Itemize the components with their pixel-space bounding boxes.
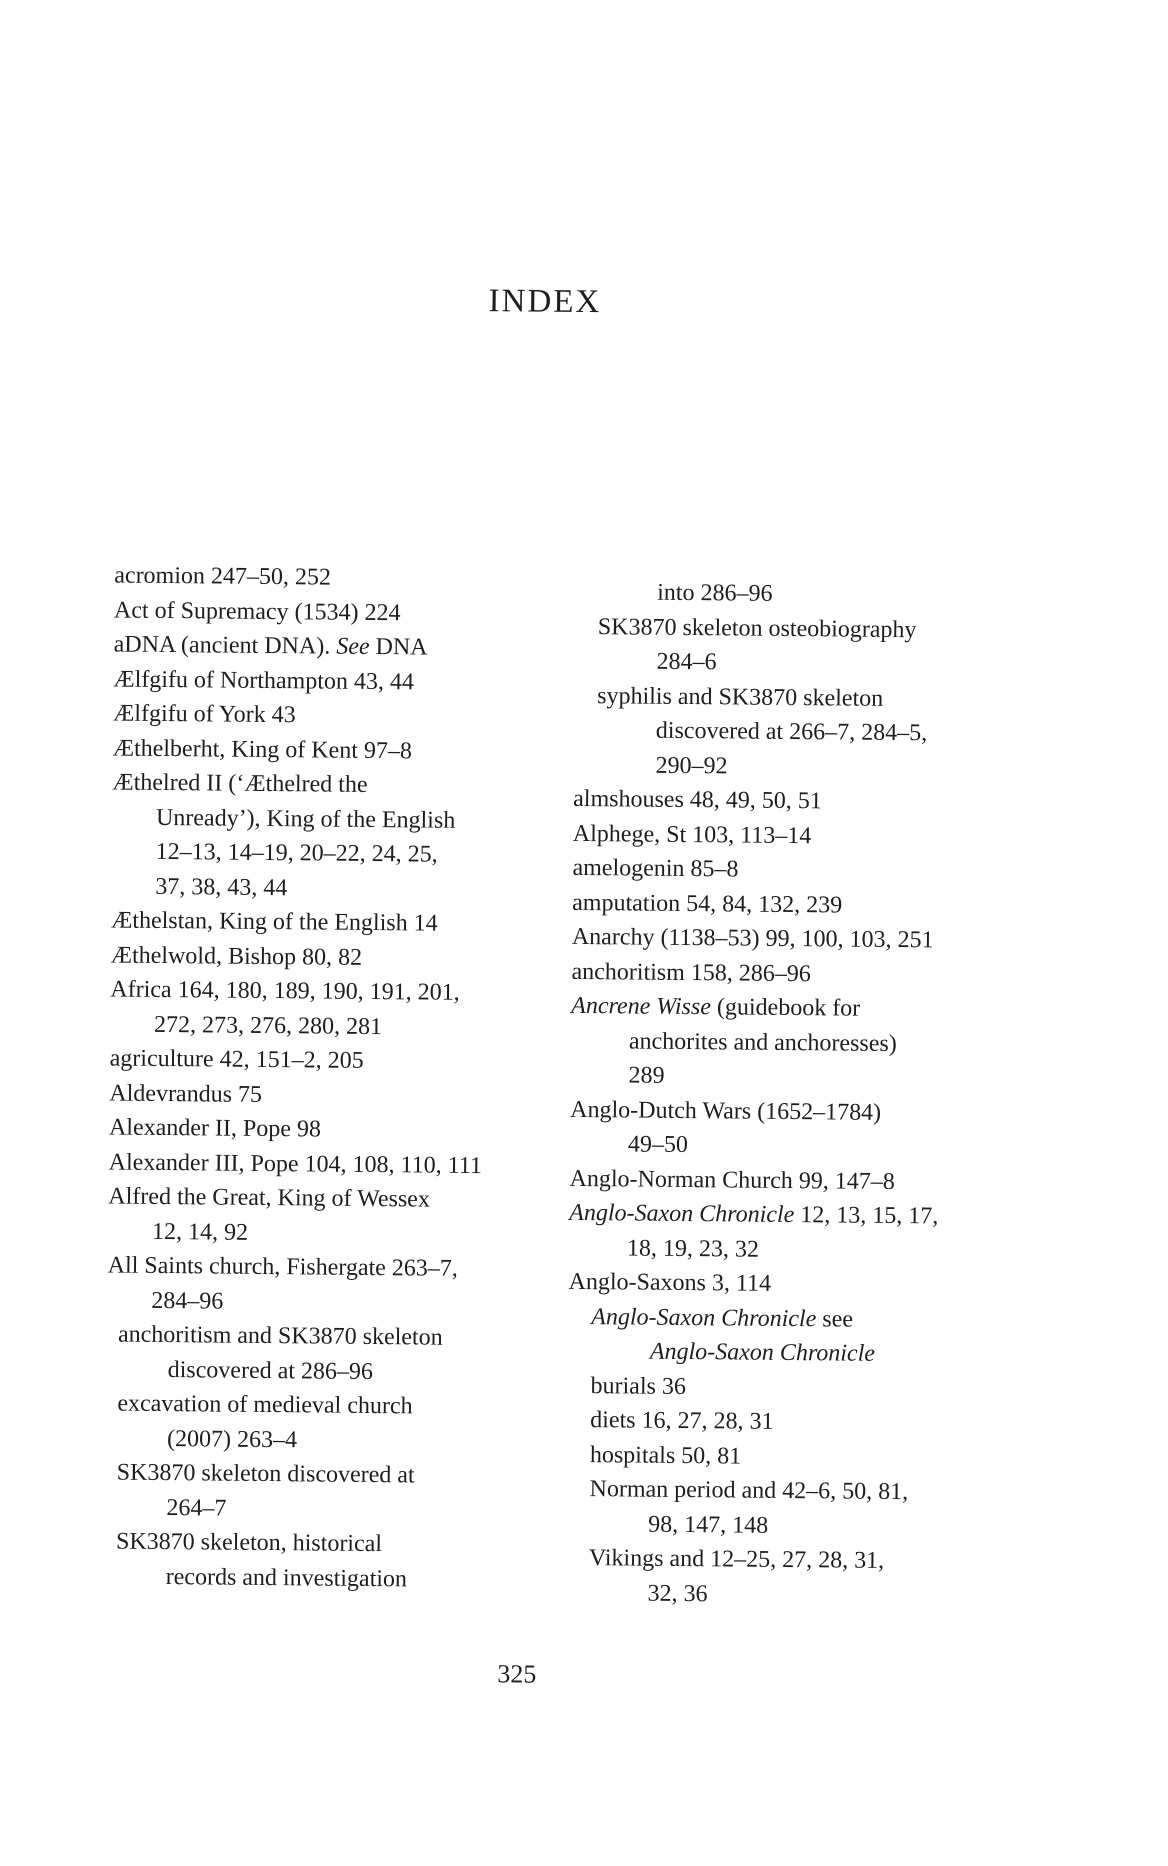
index-entry	[590, 1369, 686, 1404]
index-entry	[569, 1196, 938, 1234]
entry-text: Æthelberht, King of Kent 97–8	[112, 734, 413, 764]
index-entry	[109, 1110, 321, 1146]
index-entry	[589, 1472, 908, 1509]
entry-text: Ælfgifu of Northampton 43, 44	[113, 666, 415, 695]
entry-text: records and investigation	[165, 1563, 408, 1592]
index-entry	[590, 1403, 774, 1439]
entry-text: 284–6	[656, 648, 717, 676]
index-entry-continuation	[628, 1058, 664, 1092]
entry-text: Alexander III, Pope 104, 108, 110, 111	[108, 1148, 483, 1179]
index-entry	[110, 1041, 364, 1077]
index-entry	[569, 1161, 895, 1198]
index-entry	[109, 1076, 262, 1111]
entry-text: 49–50	[627, 1131, 689, 1159]
entry-text: excavation of medieval church	[117, 1390, 413, 1420]
index-entry	[591, 1300, 853, 1337]
entry-text: aDNA (ancient DNA).	[113, 631, 337, 660]
entry-text: 12–13, 14–19, 20–22, 24, 25,	[155, 838, 438, 868]
italic-title-text: Anglo-Saxon Chronicle	[591, 1303, 817, 1332]
index-entry	[113, 696, 296, 732]
entry-text: 272, 273, 276, 280, 281	[153, 1011, 383, 1040]
index-entry	[114, 593, 401, 630]
index-entry-continuation	[167, 1422, 297, 1457]
entry-text: Vikings and 12–25, 27, 28, 31,	[588, 1545, 885, 1574]
entry-text: Anglo-Norman Church 99, 147–8	[569, 1165, 895, 1195]
entry-text: discovered at 266–7, 284–5,	[655, 717, 928, 747]
entry-text: SK3870 skeleton osteobiography	[597, 613, 917, 643]
entry-text: (guidebook for	[710, 994, 861, 1022]
index-entry-continuation	[166, 1491, 226, 1526]
index-entry-continuation	[627, 1231, 759, 1266]
index-entry	[109, 1145, 483, 1183]
page-number: 325	[497, 1659, 537, 1689]
entry-text: almshouses 48, 49, 50, 51	[573, 785, 822, 815]
index-entry	[568, 1265, 771, 1301]
index-entry-continuation	[155, 869, 287, 904]
entry-text: Alphege, St 103, 113–14	[572, 820, 812, 849]
entry-text: amelogenin 85–8	[572, 854, 739, 883]
index-entry	[598, 610, 917, 647]
entry-text: into 286–96	[657, 579, 773, 607]
index-entry-continuation	[151, 1283, 223, 1318]
index-entry	[110, 972, 460, 1009]
entry-text: anchoritism 158, 286–96	[571, 958, 811, 987]
entry-text: Alexander II, Pope 98	[108, 1114, 322, 1143]
index-entry-continuation	[156, 800, 456, 837]
index-entry-continuation	[647, 1576, 707, 1611]
entry-text: see	[816, 1305, 854, 1333]
entry-text: 284–96	[151, 1287, 224, 1315]
italic-title-text: Anglo-Saxon Chronicle	[649, 1338, 876, 1367]
entry-text: Ælfgifu of York 43	[112, 700, 296, 729]
index-entry-continuation	[154, 1007, 382, 1043]
index-entry	[113, 731, 413, 768]
entry-text: diets 16, 27, 28, 31	[590, 1407, 774, 1435]
entry-text: acromion 247–50, 252	[114, 562, 332, 591]
entry-text: 37, 38, 43, 44	[155, 873, 288, 901]
index-entry-continuation	[629, 1024, 897, 1061]
index-entry	[114, 559, 331, 595]
entry-text: Norman period and 42–6, 50, 81,	[589, 1476, 909, 1506]
entry-text: discovered at 286–96	[167, 1356, 374, 1385]
index-entry	[573, 816, 812, 852]
index-entry	[111, 903, 438, 940]
entry-text: 290–92	[655, 752, 728, 779]
index-entry-continuation	[650, 1335, 875, 1371]
italic-title-text: See	[336, 633, 370, 660]
index-entry-continuation	[166, 1560, 408, 1596]
index-entry	[117, 1387, 413, 1424]
index-entry	[108, 1248, 458, 1285]
index-entry	[597, 679, 883, 716]
italic-title-text: Ancrene Wisse	[571, 992, 712, 1021]
index-entry	[572, 885, 842, 922]
entry-text: Æthelred II (‘Æthelred the	[112, 769, 368, 798]
index-entry	[571, 954, 811, 990]
index-entry-continuation	[657, 576, 773, 611]
index-entry-continuation	[656, 714, 928, 751]
entry-text: Unready’), King of the English	[155, 804, 456, 834]
entry-text: Act of Supremacy (1534) 224	[113, 597, 401, 626]
entry-text: 98, 147, 148	[648, 1511, 769, 1539]
entry-text: syphilis and SK3870 skeleton	[597, 682, 884, 712]
entry-text: Alfred the Great, King of Wessex	[108, 1183, 431, 1213]
index-entry	[113, 662, 414, 699]
entry-text: Anglo-Saxons 3, 114	[568, 1268, 772, 1297]
entry-text: 32, 36	[647, 1580, 708, 1607]
entry-text: Africa 164, 180, 189, 190, 191, 201,	[110, 976, 460, 1006]
entry-text: Anglo-Dutch Wars (1652–1784)	[570, 1096, 882, 1126]
index-entry	[590, 1438, 742, 1473]
index-entry	[108, 1179, 430, 1216]
entry-text: Æthelstan, King of the English 14	[110, 907, 438, 937]
entry-text: amputation 54, 84, 132, 239	[572, 889, 843, 919]
entry-text: 12, 13, 15, 17,	[794, 1202, 939, 1230]
index-entry-continuation	[656, 645, 716, 680]
entry-text: SK3870 skeleton discovered at	[116, 1459, 415, 1489]
entry-text: agriculture 42, 151–2, 205	[109, 1045, 364, 1074]
entry-text: Æthelwold, Bishop 80, 82	[110, 941, 363, 971]
entry-text: 289	[628, 1062, 665, 1089]
index-entry	[572, 851, 738, 887]
index-entry-continuation	[168, 1353, 374, 1389]
entry-text: All Saints church, Fishergate 263–7,	[107, 1252, 459, 1282]
index-entry-continuation	[628, 1127, 688, 1162]
entry-text: Aldevrandus 75	[109, 1079, 263, 1108]
entry-text: hospitals 50, 81	[589, 1441, 742, 1470]
index-entry	[571, 989, 860, 1026]
entry-text: DNA	[369, 633, 428, 661]
entry-text: anchoritism and SK3870 skeleton	[117, 1321, 443, 1351]
index-entry-continuation	[152, 1214, 248, 1249]
entry-text: anchorites and anchoresses)	[628, 1027, 897, 1057]
index-entry	[111, 938, 363, 974]
index-entry	[112, 765, 368, 801]
index-entry	[570, 1092, 881, 1129]
italic-title-text: Anglo-Saxon Chronicle	[569, 1199, 795, 1229]
index-entry-continuation	[648, 1507, 768, 1542]
index-entry	[118, 1318, 443, 1355]
entry-text: (2007) 263–4	[166, 1425, 298, 1453]
entry-text: burials 36	[590, 1372, 687, 1400]
index-entry	[114, 628, 428, 665]
index-entry	[572, 920, 934, 957]
entry-text: 264–7	[166, 1494, 227, 1522]
index-entry-continuation	[156, 835, 438, 872]
index-entry	[116, 1525, 382, 1562]
page-title: INDEX	[488, 283, 602, 321]
index-entry	[573, 782, 822, 818]
index-entry	[589, 1541, 885, 1578]
entry-text: Anarchy (1138–53) 99, 100, 103, 251	[571, 923, 934, 954]
index-entry-continuation	[655, 748, 727, 783]
index-entry	[117, 1456, 415, 1493]
entry-text: 12, 14, 92	[151, 1218, 249, 1246]
entry-text: SK3870 skeleton, historical	[115, 1528, 383, 1558]
entry-text: 18, 19, 23, 32	[626, 1234, 760, 1263]
